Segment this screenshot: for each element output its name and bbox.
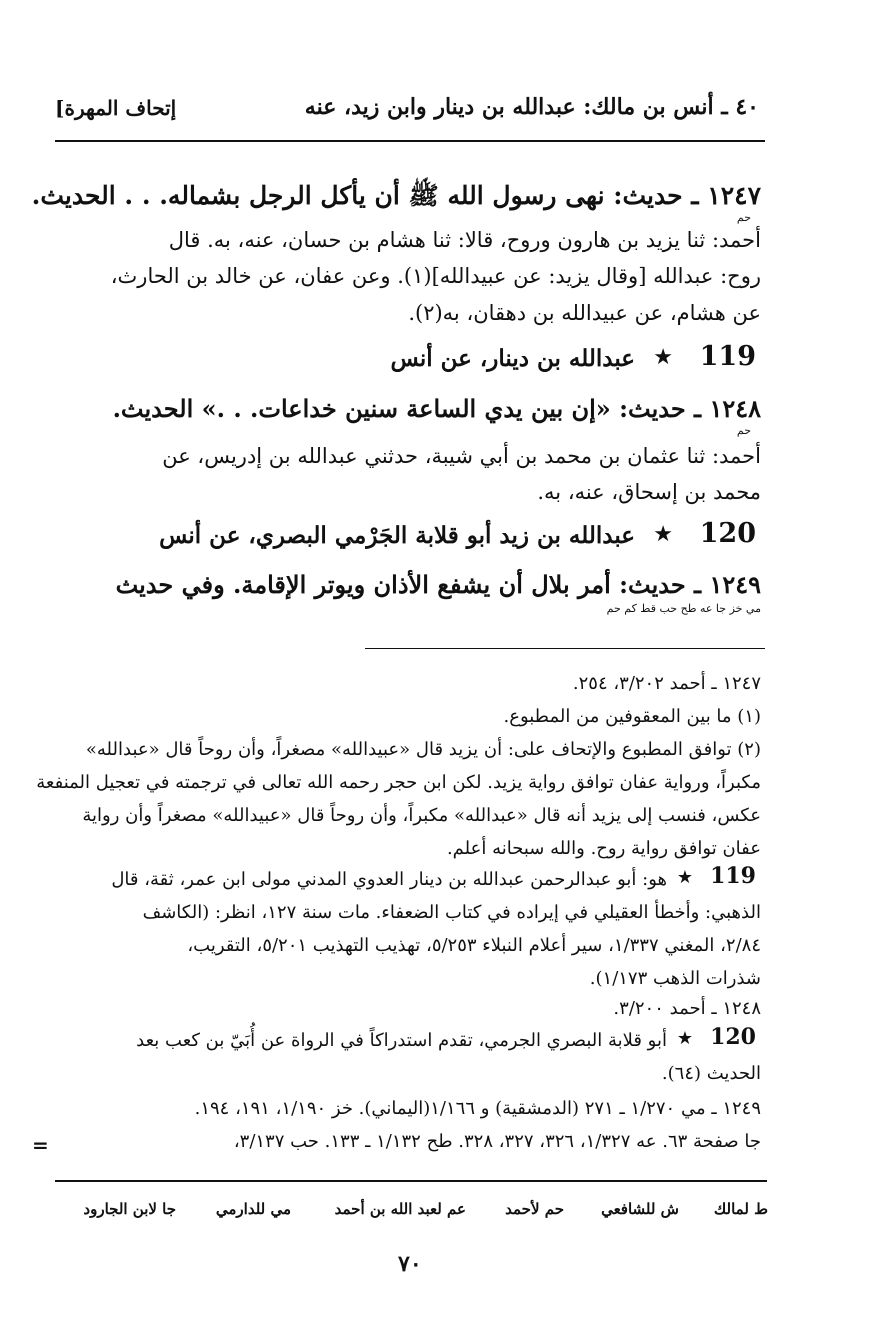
narrator-heading-119: عبدالله بن دينار، عن أنس (390, 345, 635, 372)
footnote-number-120: 120 (710, 1024, 756, 1050)
hadith-text-line: أحمد: ثنا يزيد بن هارون وروح، قالا: ثنا هشام بن حسان، عنه، به. قال (168, 228, 761, 252)
abbreviation-shafii: ش للشافعي (601, 1200, 679, 1218)
source-sigla-1249: مي خز جا عه طح حب قط كم حم (606, 602, 761, 615)
running-header-book-title: [إتحاف المهرة (55, 96, 177, 120)
footnote-2-line: عفان توافق رواية روح. والله سبحانه أعلم. (446, 838, 761, 859)
star-icon: ★ (653, 522, 673, 547)
header-divider (55, 140, 765, 142)
footnote-120-line: الحديث (٦٤). (661, 1063, 761, 1084)
narrator-heading-120: عبدالله بن زيد أبو قلابة الجَرْمي البصري، عن أنس (159, 522, 635, 549)
hadith-heading-1249: ١٢٤٩ ـ حديث: أمر بلال أن يشفع الأذان ويوتر الإقامة. وفي حديث (115, 570, 761, 599)
hadith-text-line: عن هشام، عن عبيدالله بن دهقان، به(٢). (408, 301, 761, 325)
footnote-1249-line: جا صفحة ٦٣. عه ١/٣٢٧، ٣٢٦، ٣٢٧، ٣٢٨. طح ١/١٣٢ ـ ١٣٣. حب ٣/١٣٧، (233, 1131, 761, 1152)
star-icon: ★ (676, 867, 693, 888)
narrator-number-119: 119 (699, 341, 756, 372)
footnote-1: (١) ما بين المعقوفين من المطبوع. (503, 706, 761, 727)
hadith-text-line: روح: عبدالله [وقال يزيد: عن عبيدالله](١). وعن عفان، عن خالد بن الحارث، (110, 264, 761, 288)
hadith-heading-1247: ١٢٤٧ ـ حديث: نهى رسول الله ﷺ أن يأكل الرجل بشماله. . . الحديث. (31, 181, 761, 210)
abbreviation-darimi: مي للدارمي (215, 1200, 291, 1218)
abbreviation-ahmad: حم لأحمد (505, 1200, 564, 1218)
footnote-119-line: ٢/٨٤، المغني ١/٣٣٧، سير أعلام النبلاء ٥/٢٥٣، تهذيب التهذيب ٥/٢٠١، التقريب، (187, 935, 761, 956)
hadith-text-line: أحمد: ثنا عثمان بن محمد بن أبي شيبة، حدثني عبدالله بن إدريس، عن (162, 444, 761, 468)
footnote-119-line: هو: أبو عبدالرحمن عبدالله بن دينار العدوي المدني مولى ابن عمر، ثقة، قال (111, 869, 667, 890)
hadith-heading-1248: ١٢٤٨ ـ حديث: «إن بين يدي الساعة سنين خداعات. . .» الحديث. (112, 394, 761, 423)
footnote-1249-line: ١٢٤٩ ـ مي ١/٢٧٠ ـ ٢٧١ (الدمشقية) و ١/١٦٦(اليماني). خز ١/١٩٠، ١٩١، ١٩٤. (194, 1098, 761, 1119)
star-icon: ★ (653, 345, 673, 370)
abbreviation-ibn-al-jarud: جا لابن الجارود (83, 1200, 176, 1218)
footnote-119-line: الذهبي: وأخطأ العقيلي في إيراده في كتاب الضعفاء. مات سنة ١٢٧، انظر: (الكاشف (142, 902, 761, 923)
footnote-1248: ١٢٤٨ ـ أحمد ٣/٢٠٠. (613, 998, 761, 1019)
page-number: ٧٠ (398, 1251, 422, 1277)
abbreviation-abdullah-ibn-ahmad: عم لعبد الله بن أحمد (334, 1200, 466, 1218)
footnote-2-line: (٢) توافق المطبوع والإتحاف على: أن يزيد قال «عبيدالله» مصغراً، وأن روحاً قال «عبدالله» (85, 739, 761, 760)
source-sigla-1248: حم (736, 424, 751, 437)
source-sigla-1247: حم (736, 211, 751, 224)
running-header-section: ٤٠ ـ أنس بن مالك: عبدالله بن دينار وابن زيد، عنه (304, 94, 759, 120)
footnote-divider (365, 648, 765, 649)
star-icon: ★ (676, 1028, 693, 1049)
continuation-mark: = (32, 1133, 49, 1157)
footnote-119-line: شذرات الذهب ١/١٧٣). (589, 968, 761, 989)
footnote-120-line: أبو قلابة البصري الجرمي، تقدم استدراكاً في الرواة عن أُبَيّ بن كعب بعد (136, 1030, 667, 1051)
narrator-number-120: 120 (699, 518, 756, 549)
hadith-text-line: محمد بن إسحاق، عنه، به. (537, 480, 761, 504)
abbreviation-malik: ط لمالك (713, 1200, 768, 1218)
footnote-number-119: 119 (710, 863, 756, 889)
abbreviation-divider (55, 1180, 767, 1182)
footnote-2-line: عكس، فنسب إلى يزيد أنه قال «عبدالله» مكبراً، وأن روحاً قال «عبيدالله» مصغراً وأن رواية (82, 805, 761, 826)
footnote-1247: ١٢٤٧ ـ أحمد ٣/٢٠٢، ٢٥٤. (572, 673, 761, 694)
footnote-2-line: مكبراً، ورواية عفان توافق رواية يزيد. لكن ابن حجر رحمه الله تعالى في ترجمته في تعجيل المنفعة (36, 772, 761, 793)
